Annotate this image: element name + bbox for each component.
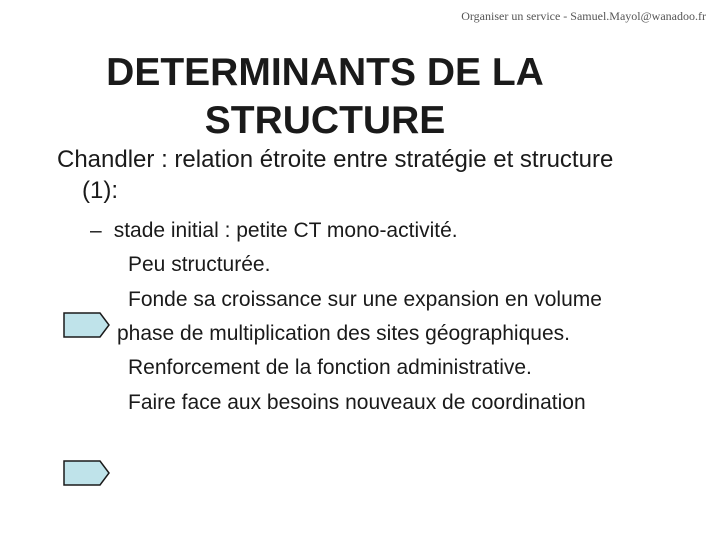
header-note: Organiser un service - Samuel.Mayol@wanadoo.fr [461,9,706,23]
sub-point-peu-structuree: Peu structurée. [128,253,271,276]
sub-point-croissance: Fonde sa croissance sur une expansion en volume [128,288,602,311]
slide-title [0,49,650,145]
sub-point-coordination: Faire face aux besoins nouveaux de coordination [128,391,586,414]
dash-bullet: – [90,219,102,242]
sub-point-text: stade initial : petite CT mono-activité. [113,219,458,242]
lead-line-1: Chandler : relation étroite entre stratégie et structure [57,146,614,173]
sub-point-phase-multiplication: phase de multiplication des sites géographiques. [117,322,570,345]
arrow-shape-icon [62,311,112,339]
sub-point-stade-initial [90,217,458,245]
arrow-shape-icon [62,459,112,487]
title-line-1: DETERMINANTS DE LA [106,51,544,94]
sub-point-renforcement: Renforcement de la fonction administrative. [128,356,532,379]
lead-point [57,144,712,206]
title-line-2: STRUCTURE [204,99,446,142]
lead-line-2: (1): [82,177,118,204]
